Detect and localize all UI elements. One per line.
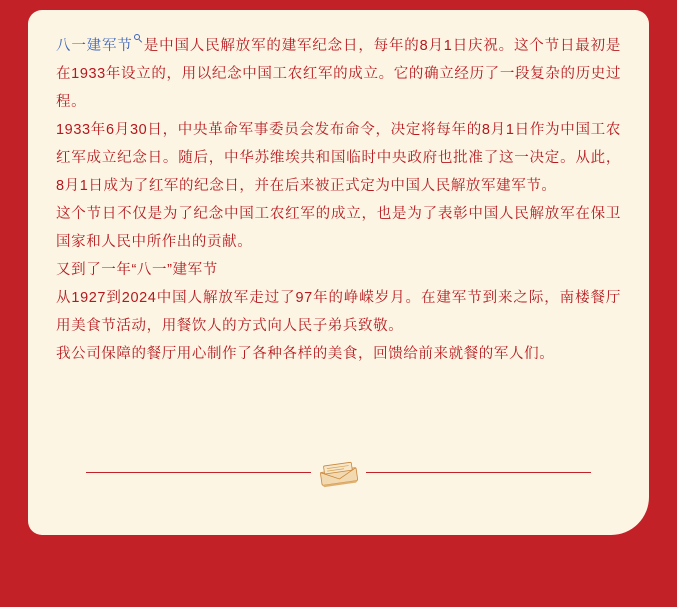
paragraph-4: 又到了一年“八一”建军节 [56,262,218,278]
keyword-label: 八一建军节 [56,38,133,54]
divider-line-left [86,472,311,473]
search-icon[interactable] [134,34,144,44]
article-card [28,10,649,535]
envelope-ornament-icon [309,454,369,494]
paragraph-3: 这个节日不仅是为了纪念中国工农红军的成立，也是为了表彰中国人民解放军在保卫国家和人民中所作出的贡献。 [56,206,621,250]
paragraph-1 [56,32,621,116]
search-icon-handle [138,39,142,43]
footer-divider [56,450,621,500]
paragraph-6: 我公司保障的餐厅用心制作了各种各样的美食，回馈给前来就餐的军人们。 [56,346,555,362]
article-body [56,32,621,368]
paragraph-2: 1933年6月30日，中央革命军事委员会发布命令，决定将每年的8月1日作为中国工农红军成立纪念日。随后，中华苏维埃共和国临时中央政府也批准了这一决定。从此，8月1日成为了红军的纪念日，并在后来被正式定为中国人民解放军建军节。 [56,122,621,194]
keyword-jianjunjie[interactable] [56,38,144,54]
paragraph-5: 从1927到2024中国人解放军走过了97年的峥嵘岁月。在建军节到来之际，南楼餐厅用美食节活动，用餐饮人的方式向人民子弟兵致敬。 [56,290,621,334]
paragraph-1-text: 是中国人民解放军的建军纪念日，每年的8月1日庆祝。这个节日最初是在1933年设立的，用以纪念中国工农红军的成立。它的确立经历了一段复杂的历史过程。 [56,38,622,110]
divider-line-right [366,472,591,473]
page-footer-band [0,535,677,607]
